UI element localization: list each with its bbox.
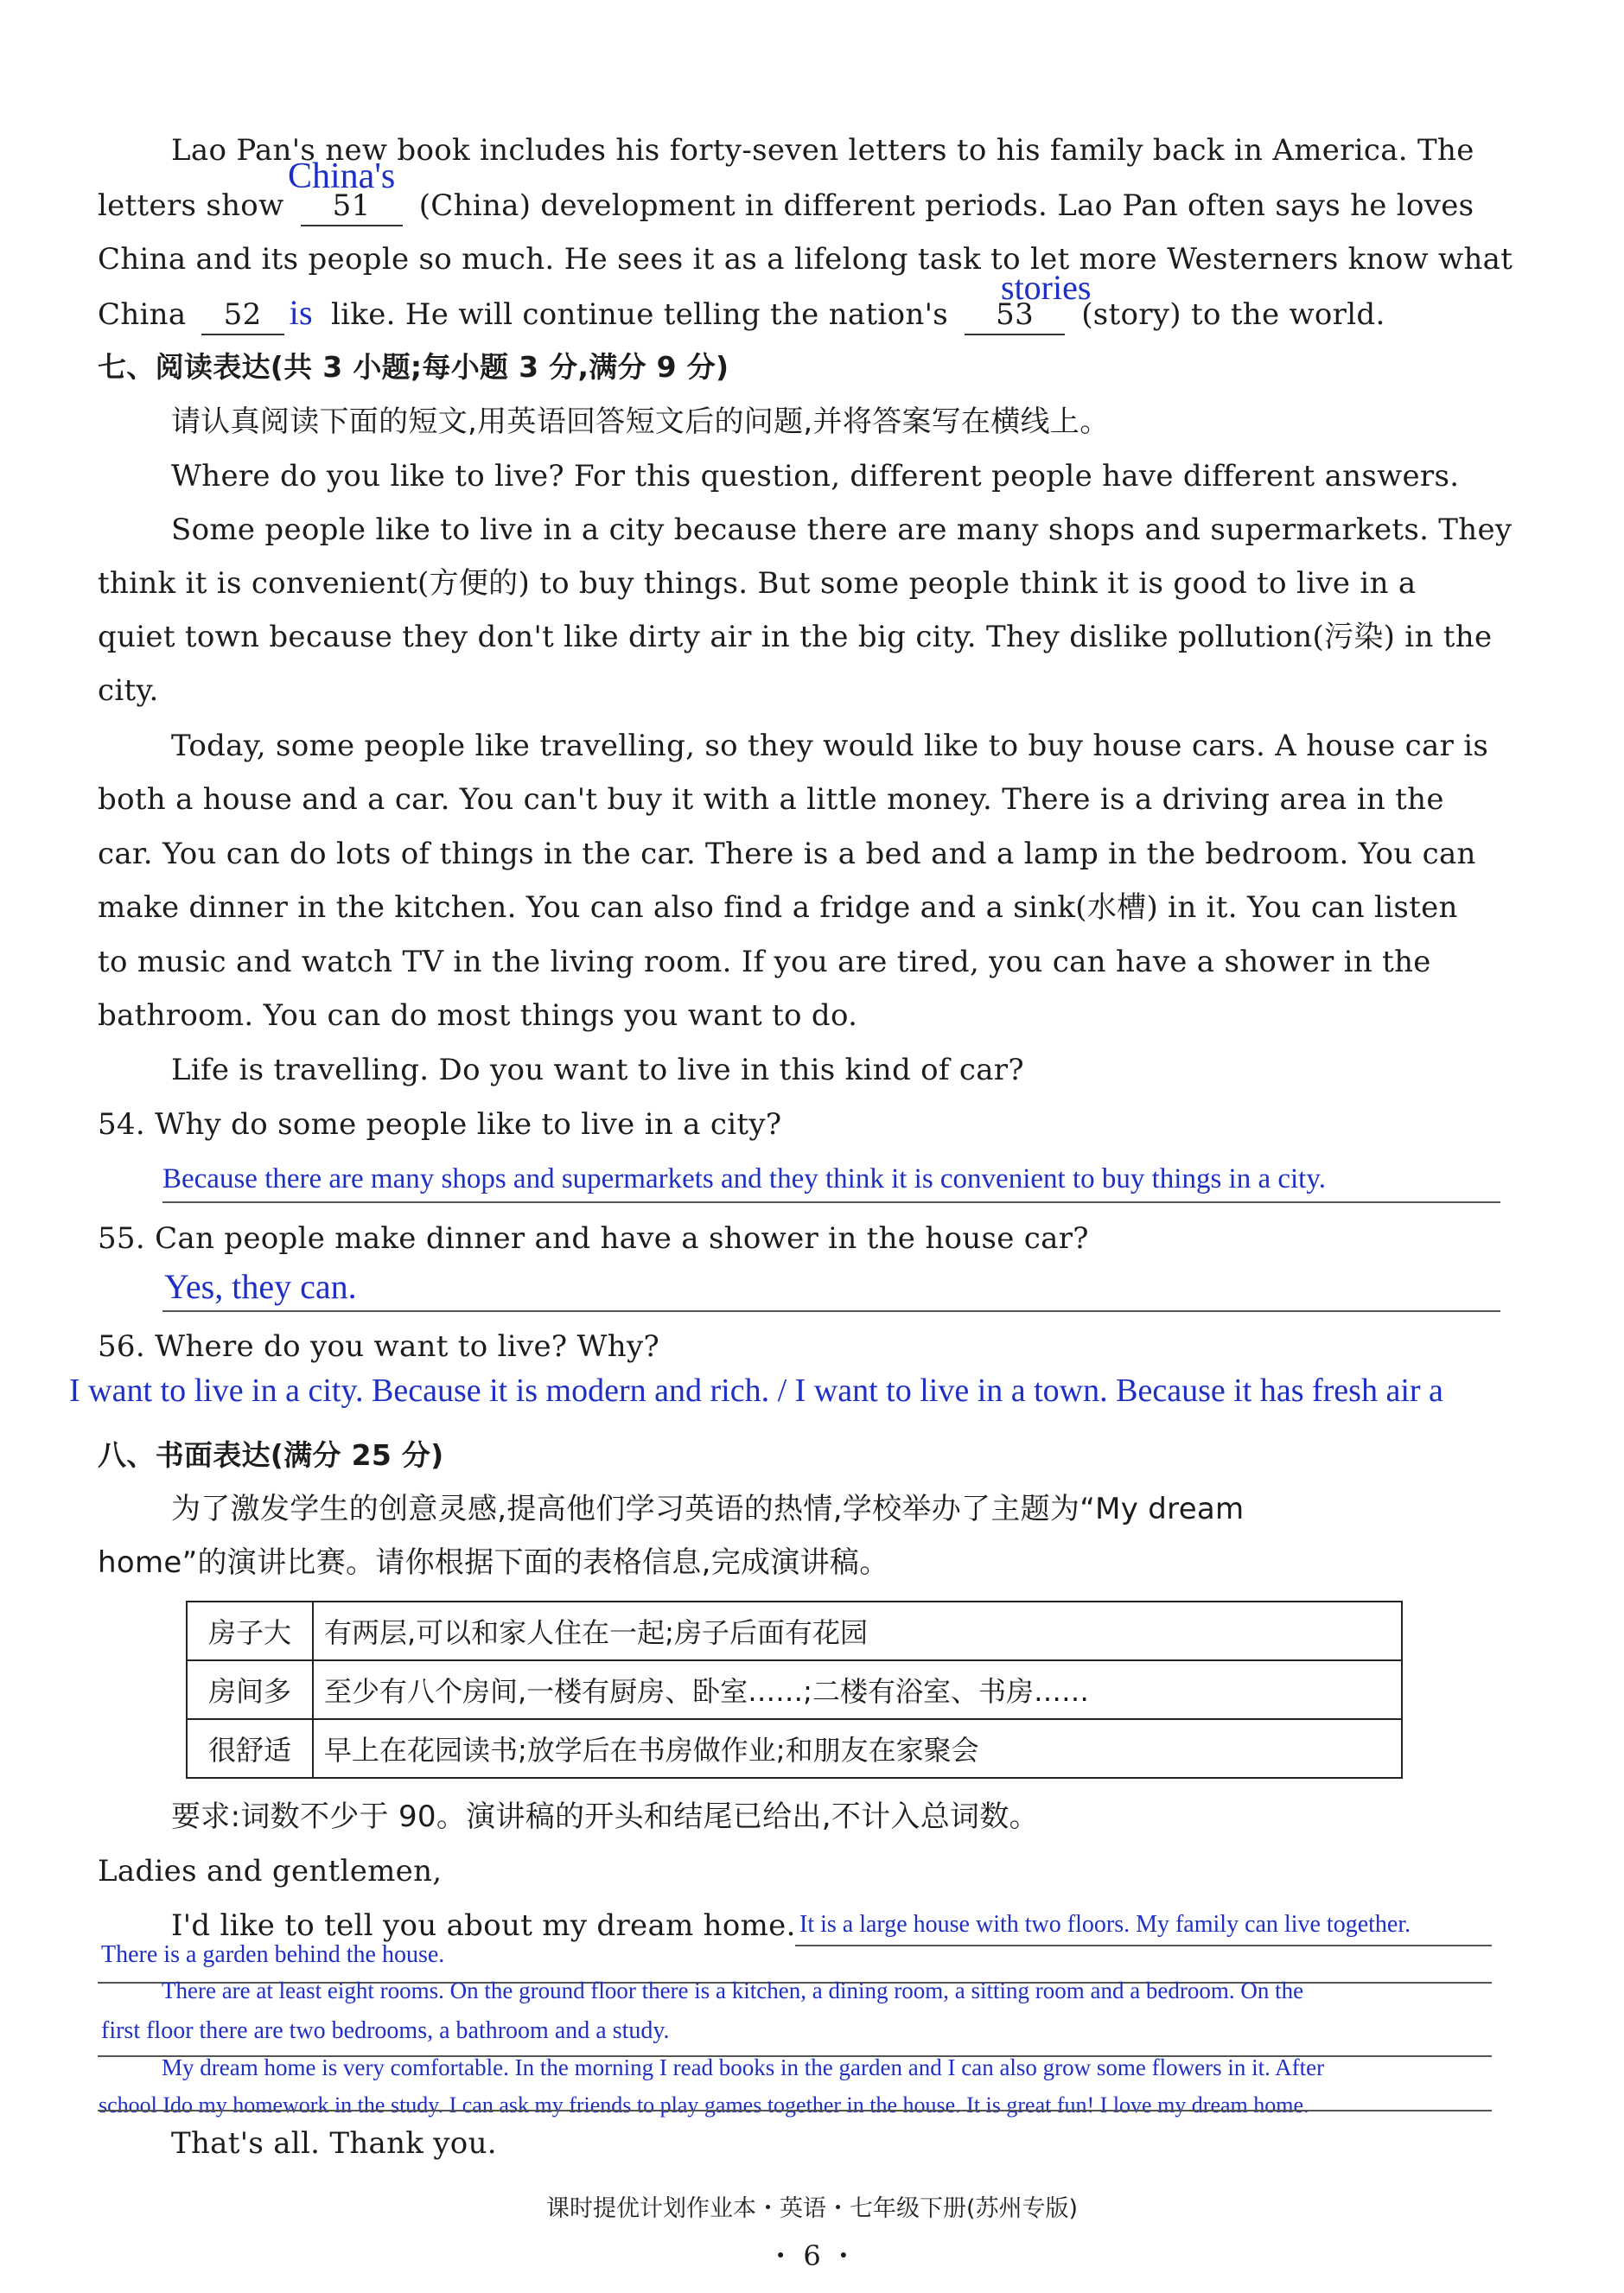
reading-p3-line-1: Today, some people like travelling, so they would like to buy house cars. A house car is (171, 729, 1489, 763)
reading-p3-line-2: both a house and a car. You can't buy it with a little money. There is a driving area in the (98, 782, 1444, 817)
table-row (187, 1719, 1402, 1778)
table-key: 房子大 (187, 1602, 313, 1660)
speech-greeting: Ladies and gentlemen, (98, 1854, 443, 1889)
reading-p2-line-1: Some people like to live in a city because there are many shops and supermarkets. They (171, 513, 1513, 547)
blank-53: 53 (965, 296, 1065, 335)
essay-line-5: My dream home is very comfortable. In the morning I read books in the garden and I can also grow some flowers in it. After (162, 2054, 1325, 2080)
essay-line-4: first floor there are two bedrooms, a bathroom and a study. (101, 2017, 670, 2044)
answer-52: is (289, 293, 313, 332)
table-value: 至少有八个房间,一楼有厨房、卧室……;二楼有浴室、书房…… (313, 1660, 1402, 1719)
writing-requirement: 要求:词数不少于 90。演讲稿的开头和结尾已给出,不计入总词数。 (171, 1799, 1039, 1834)
essay-rule-1 (795, 1945, 1492, 1946)
table-row (187, 1660, 1402, 1719)
reading-p2-line-2: think it is convenient(方便的) to buy things. But some people think it is good to live in a (98, 566, 1417, 601)
table-value: 早上在花园读书;放学后在书房做作业;和朋友在家聚会 (313, 1719, 1402, 1778)
answer-56: I want to live in a city. Because it is modern and rich. / I want to live in a town. Because it has fresh air a (69, 1373, 1443, 1409)
reading-p1: Where do you like to live? For this question, different people have different answers. (171, 459, 1460, 494)
answer-55: Yes, they can. (164, 1267, 357, 1306)
blank-52: 52 (201, 296, 284, 335)
passage-line-3: China and its people so much. He sees it as a lifelong task to let more Westerners know what (98, 242, 1513, 277)
page-number: ・ 6 ・ (767, 2239, 857, 2272)
passage-line-4: China 52 is like. He will continue telling the nation's 53 (story) to the world. (98, 294, 1385, 335)
writing-prompt-line-1: 为了激发学生的创意灵感,提高他们学习英语的热情,学校举办了主题为“My dream (171, 1492, 1245, 1526)
writing-prompt-line-2: home”的演讲比赛。请你根据下面的表格信息,完成演讲稿。 (98, 1545, 889, 1580)
section-7-title: 七、阅读表达(共 3 小题;每小题 3 分,满分 9 分) (98, 350, 729, 384)
reading-p2-line-3: quiet town because they don't like dirty air in the big city. They dislike pollution(污染) in the (98, 620, 1493, 654)
table-row (187, 1602, 1402, 1660)
question-56: 56. Where do you want to live? Why? (98, 1329, 660, 1364)
question-55: 55. Can people make dinner and have a shower in the house car? (98, 1221, 1089, 1256)
essay-line-2: There is a garden behind the house. (101, 1941, 445, 1968)
essay-line-6: school Ido my homework in the study. I can ask my friends to play games together in the house. It is great fun! I love my dream home. (99, 2092, 1309, 2118)
reading-p4: Life is travelling. Do you want to live in this kind of car? (171, 1053, 1024, 1087)
answer-line-54 (162, 1201, 1500, 1203)
answer-51: China's (288, 156, 396, 196)
reading-p3-line-6: bathroom. You can do most things you want to do. (98, 998, 858, 1033)
section-7-instruction: 请认真阅读下面的短文,用英语回答短文后的问题,并将答案写在横线上。 (171, 404, 1110, 439)
essay-line-1: It is a large house with two floors. My family can live together. (799, 1911, 1411, 1938)
passage-line-2: letters show 51 (China) development in different periods. Lao Pan often says he loves (98, 187, 1474, 226)
reading-p3-line-4: make dinner in the kitchen. You can also find a fridge and a sink(水槽) in it. You can listen (98, 890, 1458, 925)
speech-closing: That's all. Thank you. (171, 2126, 497, 2161)
answer-54: Because there are many shops and supermarkets and they think it is convenient to buy things in a city. (162, 1163, 1326, 1194)
question-54: 54. Why do some people like to live in a city? (98, 1107, 782, 1142)
table-key: 房间多 (187, 1660, 313, 1719)
info-table (186, 1601, 1403, 1779)
book-footer: 课时提优计划作业本・英语・七年级下册(苏州专版) (545, 2195, 1079, 2222)
reading-p2-line-4: city. (98, 673, 159, 708)
reading-p3-line-3: car. You can do lots of things in the car. There is a bed and a lamp in the bedroom. You can (98, 837, 1476, 871)
section-8-title: 八、书面表达(满分 25 分) (98, 1438, 444, 1472)
answer-53: stories (1001, 268, 1092, 307)
essay-line-3: There are at least eight rooms. On the ground floor there is a kitchen, a dining room, a sitting room and a bedroom. On the (162, 1978, 1304, 2003)
table-key: 很舒适 (187, 1719, 313, 1778)
blank-51: 51 (301, 187, 403, 226)
answer-line-55 (162, 1310, 1500, 1312)
table-value: 有两层,可以和家人住在一起;房子后面有花园 (313, 1602, 1402, 1660)
speech-opening: I'd like to tell you about my dream home. (171, 1908, 796, 1943)
essay-rule-4 (98, 2110, 1492, 2111)
reading-p3-line-5: to music and watch TV in the living room. If you are tired, you can have a shower in the (98, 945, 1431, 979)
passage-line-1: Lao Pan's new book includes his forty-seven letters to his family back in America. The (171, 133, 1474, 168)
